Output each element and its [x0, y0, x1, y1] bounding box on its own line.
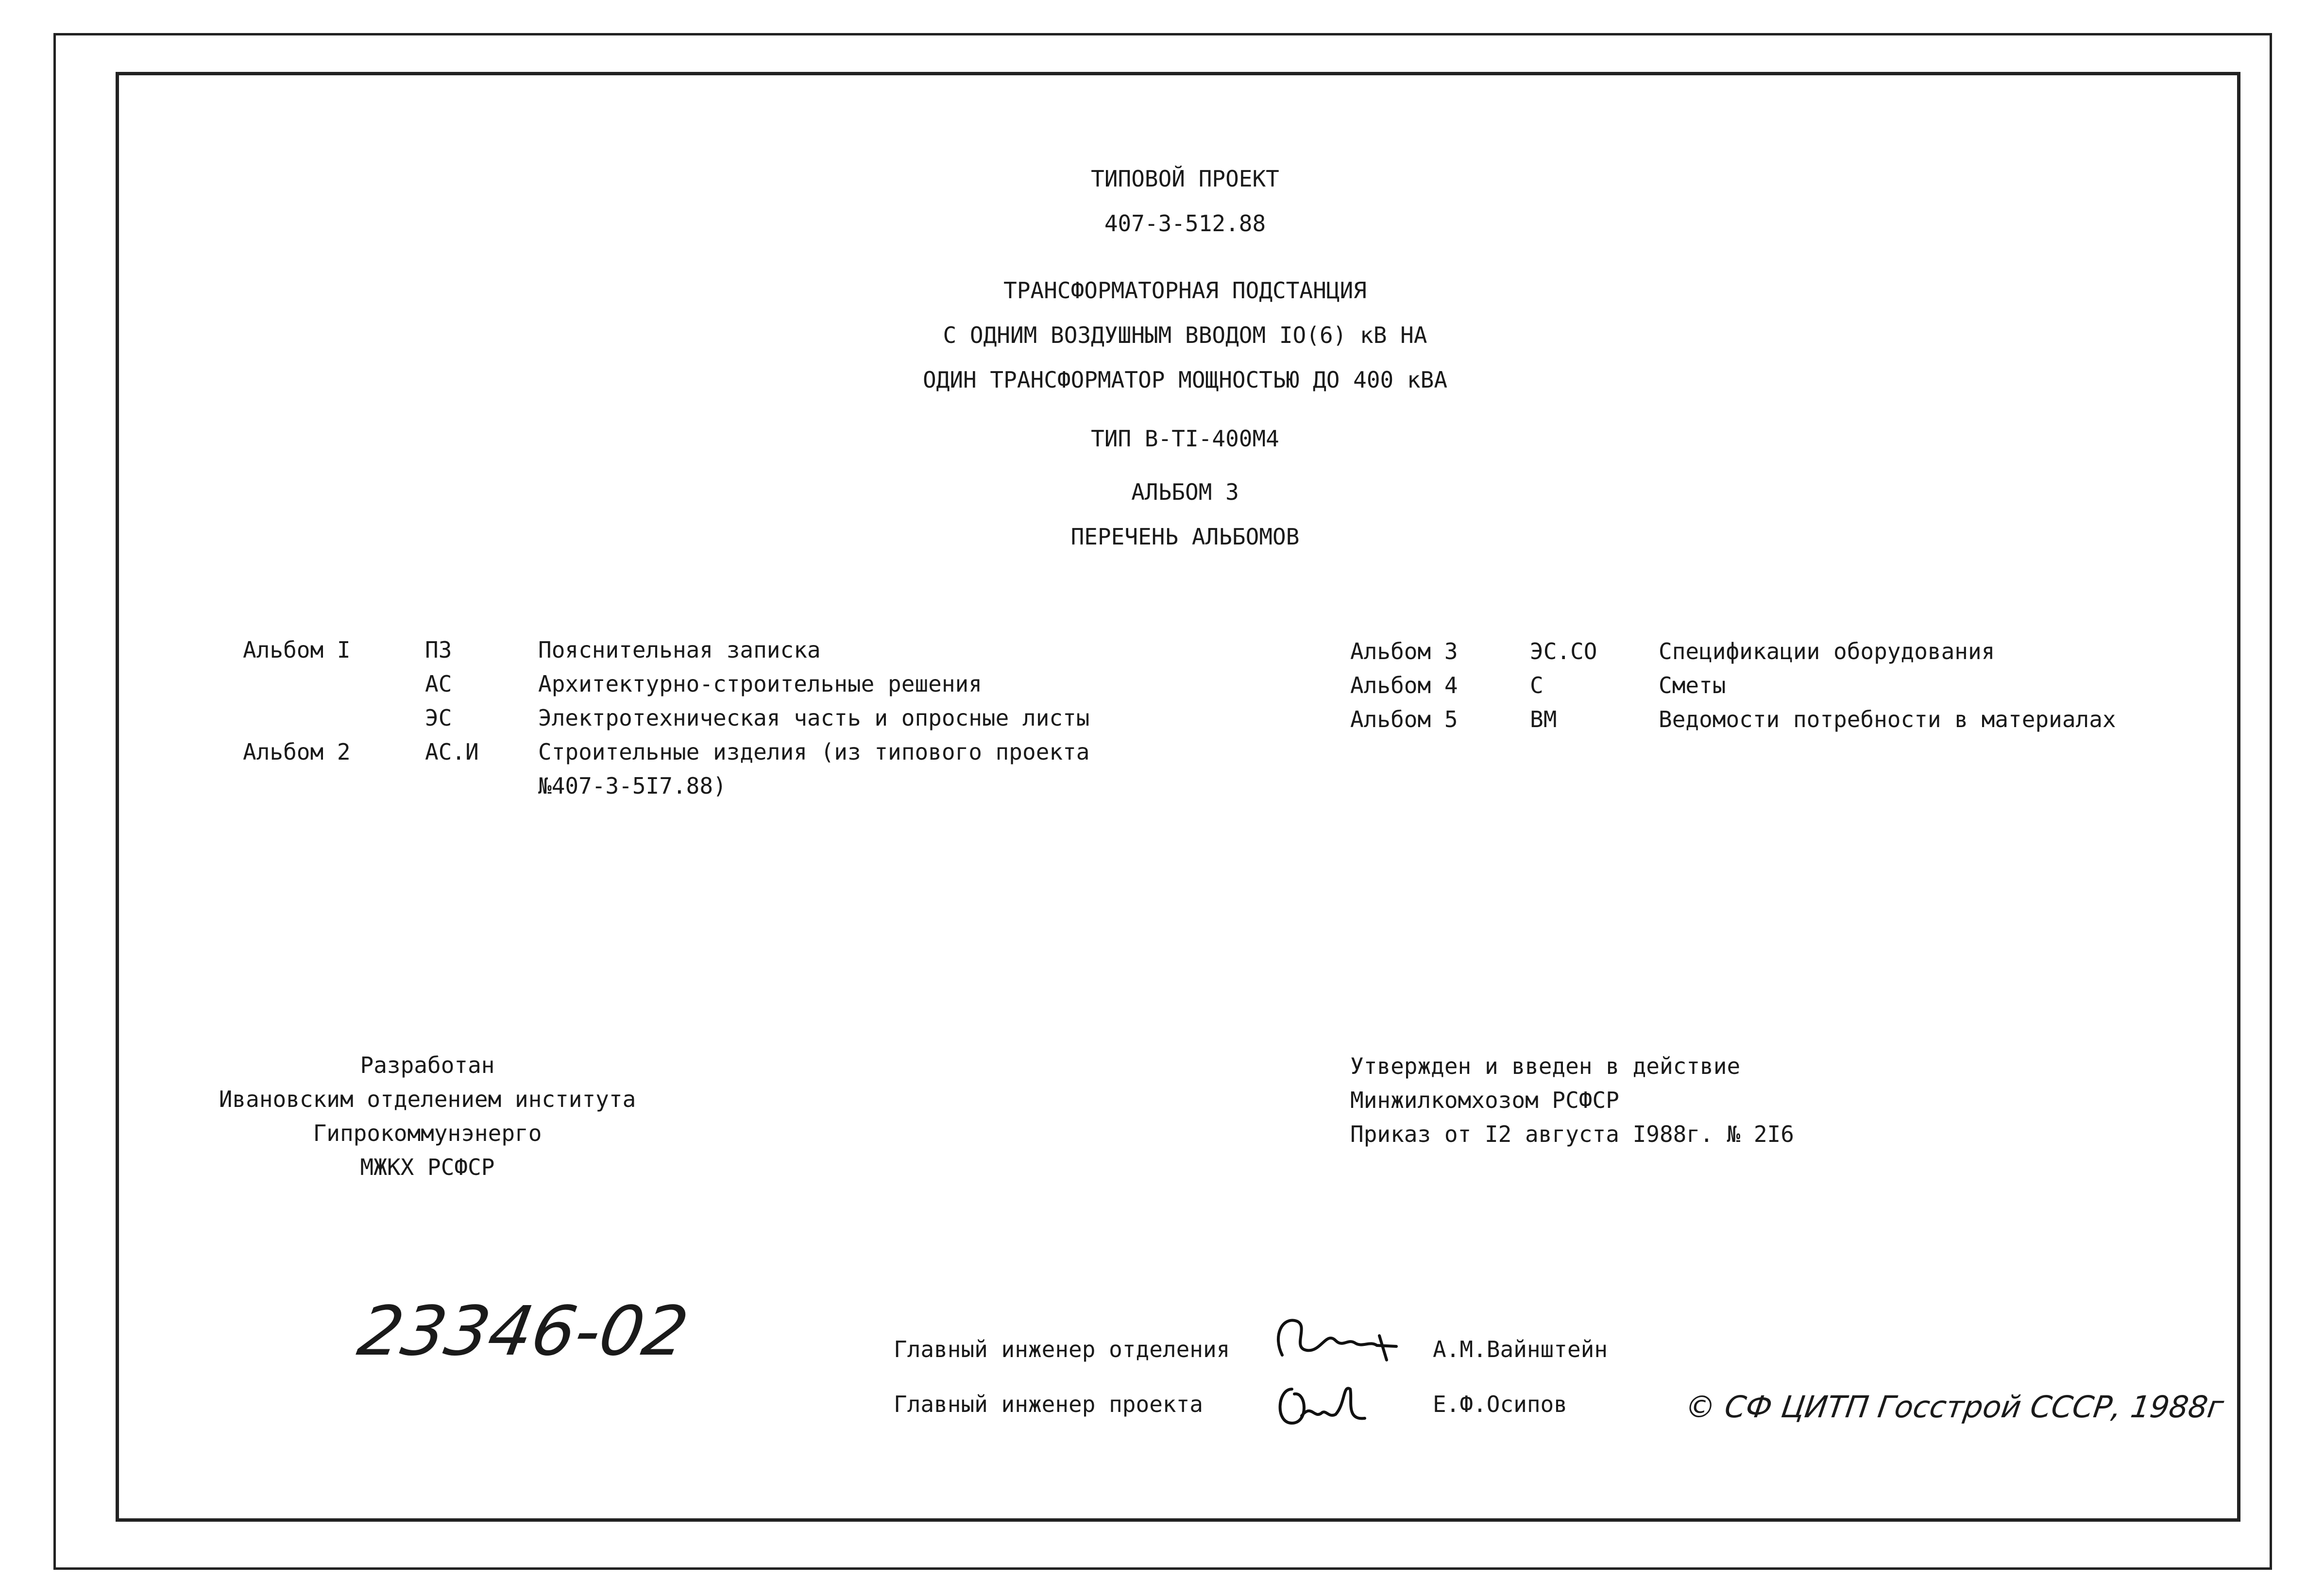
header-title-2: С ОДНИМ ВОЗДУШНЫМ ВВОДОМ IO(6) кВ НА — [943, 322, 1427, 348]
album-right-1-title: Сметы — [1659, 672, 1726, 698]
chief-proj-name: Е.Ф.Осипов — [1433, 1391, 1567, 1417]
approval-line-1: Утвержден и введен в действие — [1350, 1053, 1741, 1079]
chief-dept-role: Главный инженер отделения — [894, 1336, 1230, 1362]
developer-line-2: Ивановским отделением института — [219, 1086, 636, 1112]
handwritten-registration-number: 23346-02 — [352, 1292, 694, 1371]
album-left-1-code: АС — [425, 671, 452, 697]
chief-proj-role: Главный инженер проекта — [894, 1391, 1203, 1417]
album-right-1-code: С — [1530, 672, 1544, 698]
developer-line-3: Гипрокоммунэнерго — [313, 1120, 542, 1146]
signature-vainshtein — [1263, 1302, 1408, 1370]
album-left-3-code: АС.И — [425, 739, 479, 765]
header-line-typical-project: ТИПОВОЙ ПРОЕКТ — [1091, 166, 1279, 192]
album-left-0-code: ПЗ — [425, 637, 452, 663]
album-left-2-title: Электротехническая часть и опросные листы — [538, 705, 1090, 731]
chief-dept-name: А.М.Вайнштейн — [1433, 1336, 1608, 1362]
copyright-stamp: © СФ ЦИТП Госстрой СССР, 1988г — [1682, 1389, 2226, 1425]
header-title-1: ТРАНСФОРМАТОРНАЯ ПОДСТАНЦИЯ — [1003, 277, 1367, 304]
album-right-2-album: Альбом 5 — [1350, 706, 1458, 732]
album-left-2-code: ЭС — [425, 705, 452, 731]
album-right-0-title: Спецификации оборудования — [1659, 638, 1995, 664]
approval-line-2: Минжилкомхозом РСФСР — [1350, 1087, 1619, 1113]
album-left-3-album: Альбом 2 — [243, 739, 351, 765]
header-title-3: ОДИН ТРАНСФОРМАТОР МОЩНОСТЬЮ ДО 400 кВА — [922, 367, 1448, 393]
header-album: АЛЬБОМ 3 — [1131, 479, 1239, 505]
developer-line-1: Разработан — [360, 1052, 495, 1078]
album-right-0-code: ЭС.СО — [1530, 638, 1597, 664]
header-type: ТИП В-ТI-400М4 — [1091, 425, 1279, 452]
album-left-0-album: Альбом I — [243, 637, 351, 663]
album-left-1-title: Архитектурно-строительные решения — [538, 671, 982, 697]
album-right-2-code: ВМ — [1530, 706, 1557, 732]
signature-osipov — [1268, 1370, 1384, 1438]
header-list-title: ПЕРЕЧЕНЬ АЛЬБОМОВ — [1070, 524, 1300, 550]
album-right-1-album: Альбом 4 — [1350, 672, 1458, 698]
header-project-number: 407-3-512.88 — [1104, 210, 1266, 237]
album-left-3-title: Строительные изделия (из типового проекта — [538, 739, 1090, 765]
album-right-0-album: Альбом 3 — [1350, 638, 1458, 664]
developer-line-4: МЖКХ РСФСР — [360, 1154, 495, 1180]
album-right-2-title: Ведомости потребности в материалах — [1659, 706, 2116, 732]
album-left-4-title: №407-3-5I7.88) — [538, 773, 727, 799]
approval-line-3: Приказ от I2 августа I988г. № 2I6 — [1350, 1121, 1794, 1147]
album-left-0-title: Пояснительная записка — [538, 637, 821, 663]
